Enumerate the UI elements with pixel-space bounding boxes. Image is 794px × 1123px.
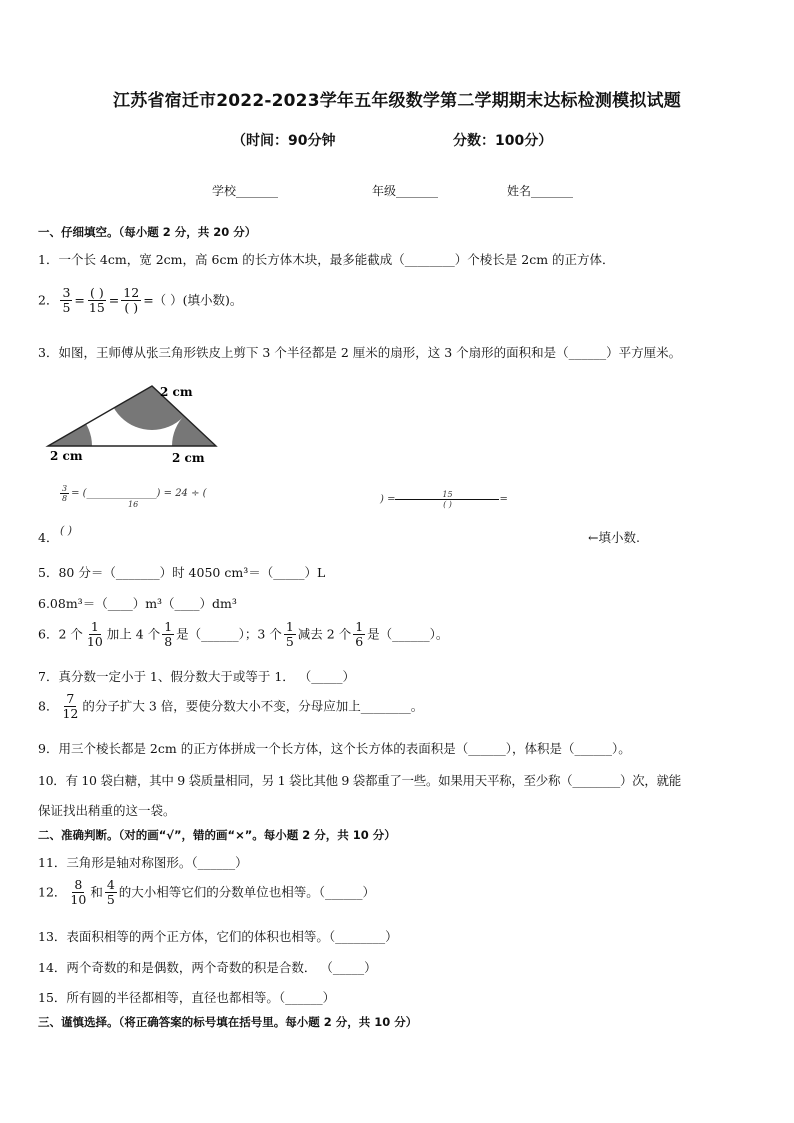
question-11: 11．三角形是轴对称图形。（______） [38, 855, 248, 870]
fraction-3-5: $\frac{3}{5}$ [62, 285, 71, 316]
q4-number: 4． [38, 530, 59, 545]
question-8: 8． $\frac{7}{12}$ 的分子扩大 3 倍，要使分数大小不变，分母应加上________。 [38, 691, 424, 722]
q4-mid-den: 16 [128, 500, 139, 509]
triangle-figure [44, 380, 224, 470]
question-10b: 保证找出稍重的这一袋。 [38, 803, 176, 818]
fraction-blank-15: $\frac{( )}{15}$ [88, 285, 105, 316]
label-left: 2 cm [50, 449, 83, 463]
question-14: 14．两个奇数的和是偶数，两个奇数的积是合数． （_____） [38, 960, 377, 975]
q4-hint: ←填小数. [588, 530, 640, 545]
section-heading-2: 二、准确判断。（对的画“√”，错的画“×”。每小题 2 分，共 10 分） [38, 828, 396, 842]
section-heading-1: 一、仔细填空。（每小题 2 分，共 20 分） [38, 225, 257, 239]
q4-equation: $\frac{3}{8}$ = (______________) = 24 ÷ ( [62, 484, 207, 504]
question-5a: 5．80 分＝（_______）时 4050 cm³＝（_____）L [38, 565, 326, 580]
label-top: 2 cm [160, 385, 193, 399]
name-field: 姓名_______ [507, 184, 574, 198]
question-10a: 10．有 10 袋白糖，其中 9 袋质量相同，另 1 袋比其他 9 袋都重了一些。如果用天平称，至少称（________）次，就能 [38, 773, 681, 788]
school-field: 学校_______ [212, 184, 279, 198]
page-title: 江苏省宿迁市2022-2023学年五年级数学第二学期期末达标检测模拟试题 [113, 91, 681, 111]
question-12: 12． $\frac{8}{10}$ 和 $\frac{4}{5}$ 的大小相等它们的分数单位也相等。（______） [38, 877, 376, 908]
question-1: 1．一个长 4cm，宽 2cm，高 6cm 的长方体木块，最多能截成（________）个棱长是 2cm 的正方体． [38, 252, 615, 267]
section-heading-3: 三、谨慎选择。（将正确答案的标号填在括号里。每小题 2 分，共 10 分） [38, 1015, 418, 1029]
question-15: 15．所有圆的半径都相等，直径也都相等。（______） [38, 990, 336, 1005]
grade-field: 年级_______ [372, 184, 439, 198]
question-13: 13．表面积相等的两个正方体，它们的体积也相等。（________） [38, 929, 398, 944]
question-7: 7．真分数一定小于 1、假分数大于或等于 1． （_____） [38, 669, 356, 684]
q4-right: ) = $\frac{15}{( )}$ = [380, 490, 508, 510]
question-5b: 6.08m³＝（____）m³（____）dm³ [38, 596, 237, 611]
question-6: 6．2 个 $\frac{1}{10}$ 加上 4 个 $\frac{1}{8}$ 是（______）；3 个 $\frac{1}{5}$ 减去 2 个 $\frac{1}{6}$ 是（______）。 [38, 619, 449, 650]
fraction-12-blank: $\frac{12}{( )}$ [123, 285, 140, 316]
question-3: 3．如图，王师傅从张三角形铁皮上剪下 3 个半径都是 2 厘米的扇形，这 3 个扇形的面积和是（______）平方厘米。 [38, 345, 682, 360]
exam-score: 分数：100分） [453, 133, 553, 149]
exam-time: （时间：90分钟 [232, 133, 336, 149]
question-9: 9．用三个棱长都是 2cm 的正方体拼成一个长方体，这个长方体的表面积是（______），体积是（______）。 [38, 741, 631, 756]
label-right: 2 cm [172, 451, 205, 465]
q4-paren: ( ) [60, 524, 73, 537]
question-2: 2． $\frac{3}{5}$ = $\frac{( )}{15}$ = $\frac{12}{( )}$ =（ ）(填小数)。 [38, 285, 243, 316]
